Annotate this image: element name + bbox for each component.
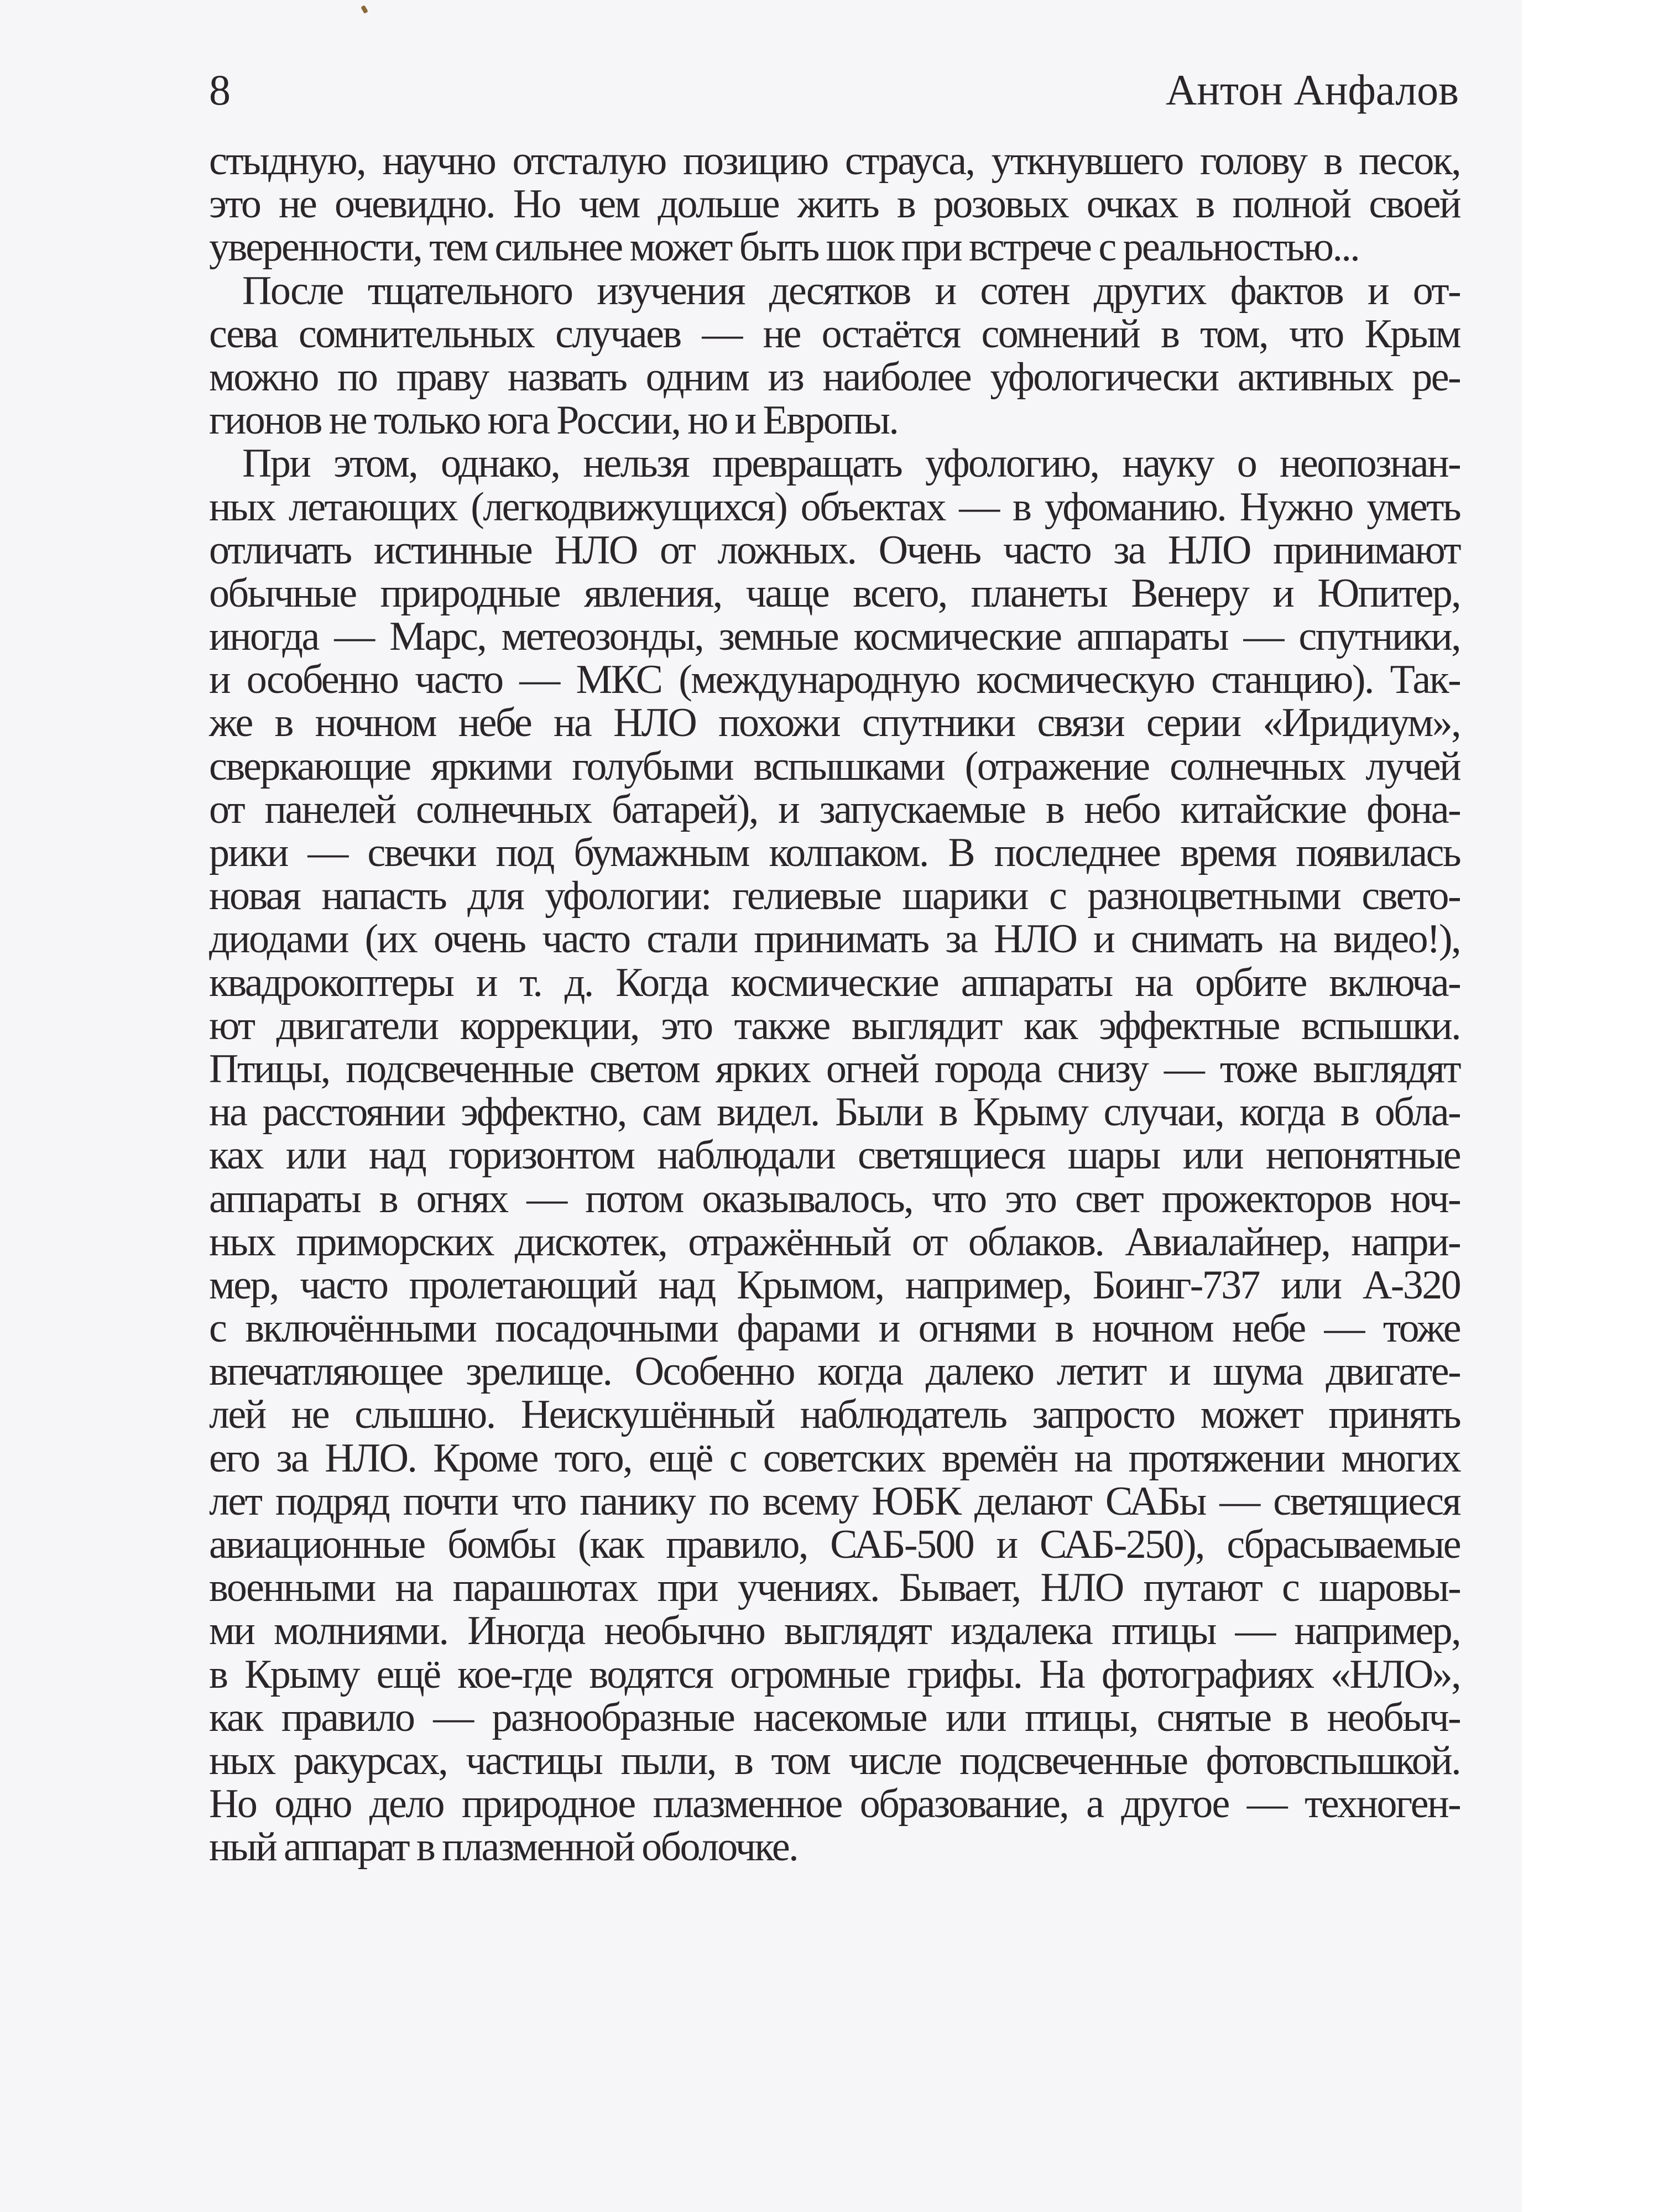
text-line: можно по праву назвать одним из наиболее уфологически активных ре- (209, 354, 1460, 400)
text-line: и особенно часто — МКС (международную космическую станцию). Так- (209, 657, 1460, 703)
page-number: 8 (209, 66, 231, 114)
text-line: Но одно дело природное плазменное образование, а другое — техноген- (209, 1781, 1460, 1827)
text-line: аппараты в огнях — потом оказывалось, что это свет прожекторов ноч- (209, 1176, 1460, 1222)
text-line: ных приморских дискотек, отражённый от облаков. Авиалайнер, напри- (209, 1219, 1460, 1265)
text-line: ных ракурсах, частицы пыли, в том числе подсвеченные фотовспышкой. (209, 1738, 1460, 1783)
text-line: сева сомнительных случаев — не остаётся сомнений в том, что Крым (209, 311, 1460, 357)
text-line: на расстоянии эффектно, сам видел. Были в Крыму случаи, когда в обла- (209, 1089, 1460, 1135)
text-line: ют двигатели коррекции, это также выглядит как эффектные вспышки. (209, 1003, 1460, 1048)
text-line: как правило — разнообразные насекомые или птицы, снятые в необыч- (209, 1694, 1460, 1740)
text-line: Птицы, подсвеченные светом ярких огней города снизу — тоже выглядят (209, 1046, 1460, 1092)
text-line: с включёнными посадочными фарами и огнями в ночном небе — тоже (209, 1306, 1460, 1352)
paragraph-start-line: При этом, однако, нельзя превращать уфологию, науку о неопознан- (242, 441, 1460, 487)
text-line: уверенности, тем сильнее может быть шок при встрече с реальностью... (209, 225, 1359, 270)
text-line: стыдную, научно отсталую позицию страуса, уткнувшего голову в песок, (209, 138, 1460, 184)
page-header (209, 60, 1459, 121)
text-line: иногда — Марс, метеозонды, земные космические аппараты — спутники, (209, 614, 1460, 660)
text-line: рики — свечки под бумажным колпаком. В последнее время появилась (209, 830, 1460, 875)
text-line: авиационные бомбы (как правило, САБ-500 и САБ-250), сбрасываемые (209, 1522, 1460, 1567)
text-line: обычные природные явления, чаще всего, планеты Венеру и Юпитер, (209, 570, 1460, 616)
text-line: мер, часто пролетающий над Крымом, например, Боинг-737 или А-320 (209, 1262, 1460, 1308)
text-line: диодами (их очень часто стали принимать за НЛО и снимать на видео!), (209, 916, 1460, 962)
text-line: ных летающих (легкодвижущихся) объектах — в уфоманию. Нужно уметь (209, 484, 1460, 530)
text-line: ный аппарат в плазменной оболочке. (209, 1824, 798, 1870)
text-line: впечатляющее зрелище. Особенно когда далеко летит и шума двигате- (209, 1349, 1460, 1395)
text-line: военными на парашютах при учениях. Бывает, НЛО путают с шаровы- (209, 1565, 1460, 1611)
text-line: сверкающие яркими голубыми вспышками (отражение солнечных лучей (209, 743, 1460, 789)
text-line: лет подряд почти что панику по всему ЮБК делают САБы — светящиеся (209, 1478, 1460, 1524)
running-title-author: Антон Анфалов (1165, 66, 1459, 114)
text-line: ми молниями. Иногда необычно выглядят издалека птицы — например, (209, 1608, 1460, 1654)
paragraph-start-line: После тщательного изучения десятков и сотен других фактов и от- (242, 268, 1460, 314)
text-line: гионов не только юга России, но и Европы. (209, 398, 898, 444)
text-line: новая напасть для уфологии: гелиевые шарики с разноцветными свето- (209, 873, 1460, 919)
text-line: от панелей солнечных батарей), и запускаемые в небо китайские фона- (209, 786, 1460, 832)
text-line: отличать истинные НЛО от ложных. Очень часто за НЛО принимают (209, 527, 1460, 573)
text-line: ках или над горизонтом наблюдали светящиеся шары или непонятные (209, 1133, 1460, 1178)
body-text (209, 139, 1460, 1869)
text-line: его за НЛО. Кроме того, ещё с советских времён на протяжении многих (209, 1435, 1460, 1481)
text-line: же в ночном небе на НЛО похожи спутники связи серии «Иридиум», (209, 700, 1460, 746)
text-line: в Крыму ещё кое-где водятся огромные грифы. На фотографиях «НЛО», (209, 1651, 1460, 1697)
text-line: квадрокоптеры и т. д. Когда космические аппараты на орбите включа- (209, 959, 1460, 1005)
text-line: это не очевидно. Но чем дольше жить в розовых очках в полной своей (209, 181, 1460, 227)
text-line: лей не слышно. Неискушённый наблюдатель запросто может принять (209, 1392, 1460, 1438)
